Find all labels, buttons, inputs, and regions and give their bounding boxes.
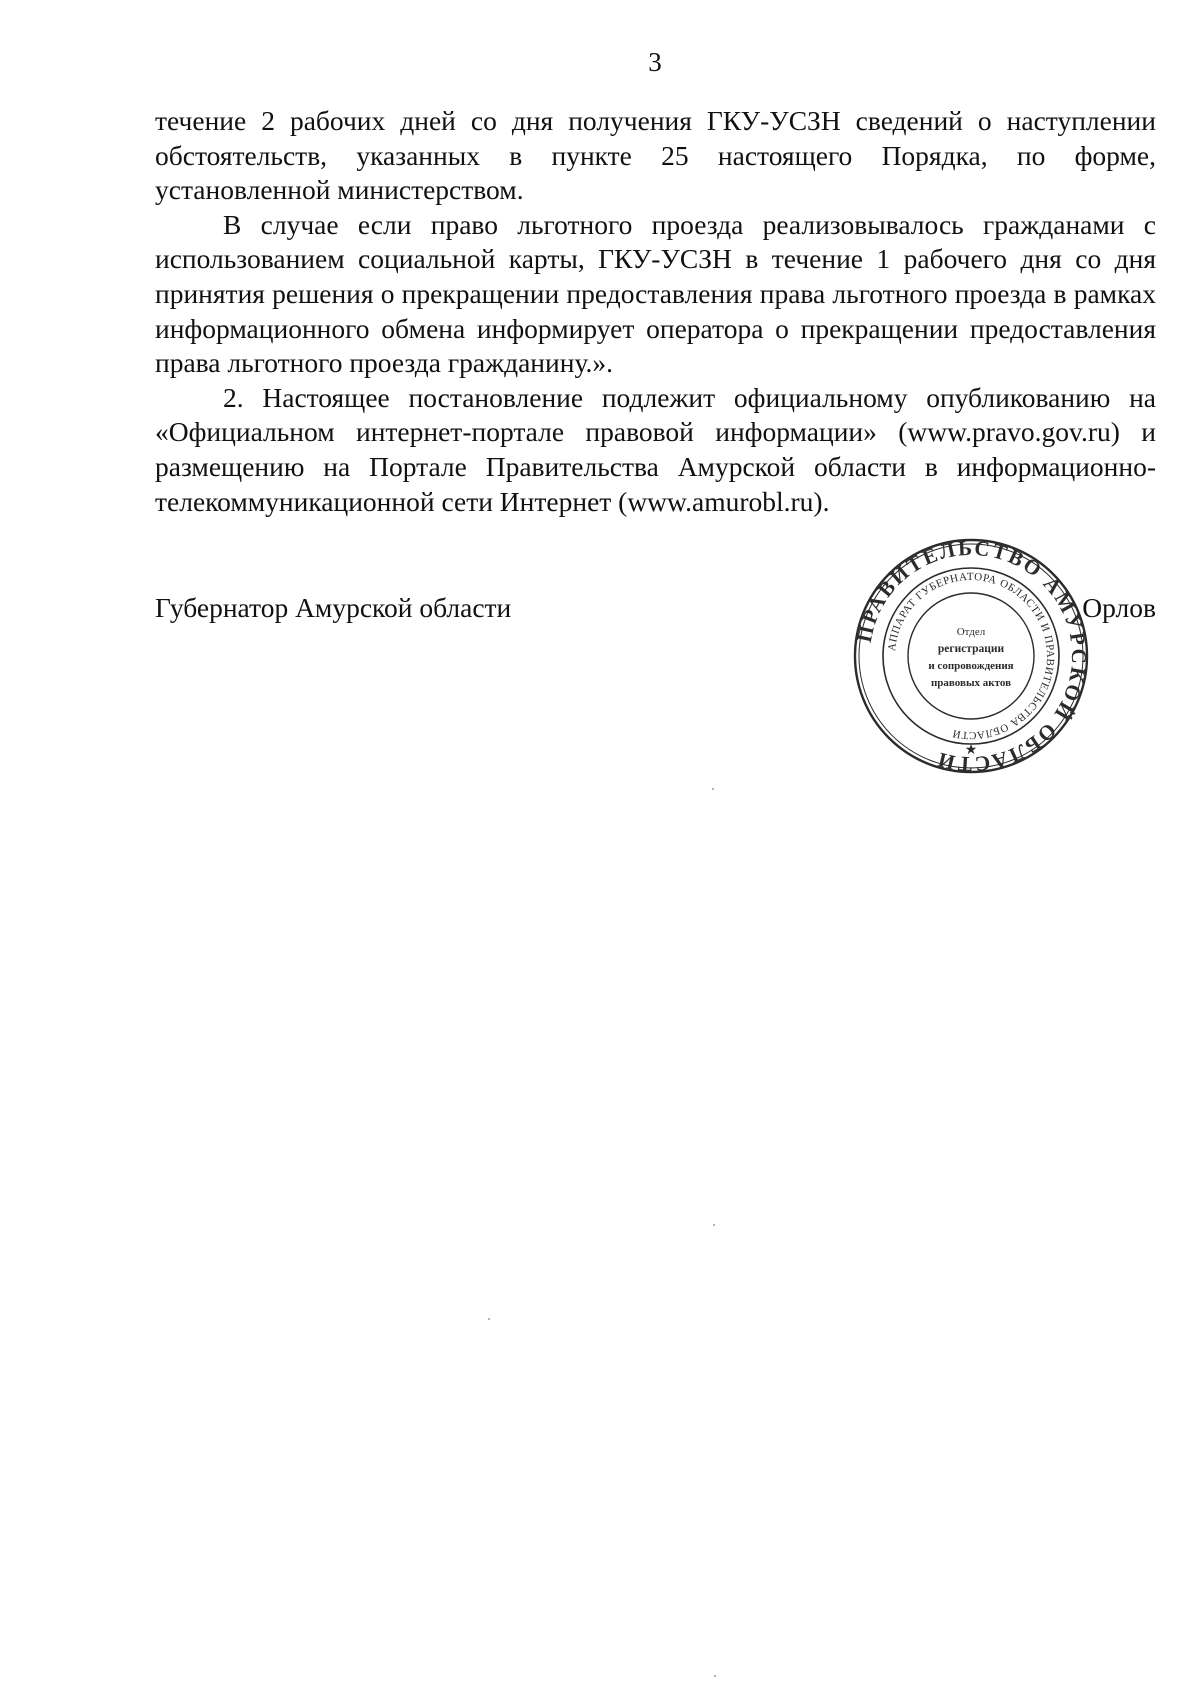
- paragraph-publication: 2. Настоящее постановление подлежит официальному опубликованию на «Официальном интернет-портале правовой информации» (www.pravo.gov.ru) и размещению на Портале Правительства Амурской области в информационно-телекоммуникационной сети Интернет (www.amurobl.ru).: [155, 381, 1156, 517]
- seal-inner-text: АППАРАТ ГУБЕРНАТОРА ОБЛАСТИ И ПРАВИТЕЛЬСТВА ОБЛАСТИ: [886, 570, 1057, 742]
- seal-center-line-1: Отдел: [956, 626, 986, 638]
- paragraph-social-card: В случае если право льготного проезда реализовывалось гражданами с использованием социальной карты, ГКУ-УСЗН в течение 1 рабочего дня со дня принятия решения о прекращении предоставления права льготного проезда в рамках информационного обмена информирует оператора о прекращении предоставления права льготного проезда гражданину.».: [155, 208, 1156, 379]
- signature-name: Орлов: [1082, 592, 1156, 623]
- seal-star-icon: ★: [964, 743, 978, 758]
- seal-outer-text: ПРАВИТЕЛЬСТВО АМУРСКОЙ ОБЛАСТИ: [851, 536, 1091, 776]
- signature-title: Губернатор Амурской области: [155, 592, 512, 623]
- seal-center-line-4: правовых актов: [930, 677, 1012, 689]
- seal-center-line-3: и сопровождения: [928, 660, 1014, 672]
- official-seal: [851, 536, 1091, 776]
- scan-speck: [488, 1318, 490, 1320]
- scan-speck: [714, 1675, 716, 1677]
- document-body: [155, 104, 1156, 519]
- seal-center-line-2: регистрации: [937, 643, 1005, 655]
- scan-speck: [713, 1224, 715, 1226]
- paragraph-continuation: течение 2 рабочих дней со дня получения ГКУ-УСЗН сведений о наступлении обстоятельств, указанных в пункте 25 настоящего Порядка, по форме, установленной министерством.: [155, 105, 1156, 206]
- scan-speck: [712, 788, 714, 790]
- page-number: 3: [648, 47, 662, 77]
